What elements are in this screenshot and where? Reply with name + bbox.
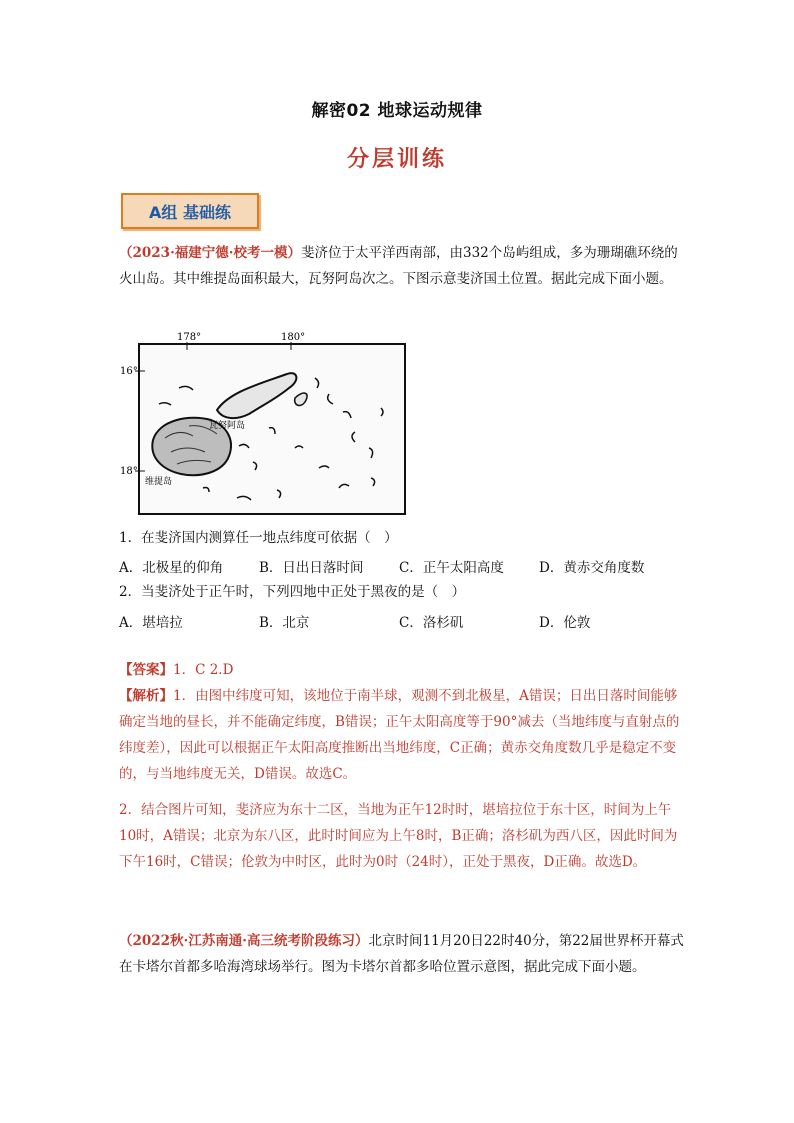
q2-option-b: B．北京 (259, 615, 310, 631)
q1-stem-paragraph (119, 240, 685, 292)
answer-text: 1．C 2.D (173, 662, 234, 678)
q2-stem-paragraph (119, 928, 685, 980)
q1-option-d: D．黄赤交角度数 (539, 560, 645, 576)
fiji-map-figure (119, 328, 409, 518)
group-label: A组 基础练 (149, 202, 231, 222)
analysis-tag: 【解析】 (119, 688, 173, 704)
q1-source: （2023·福建宁德·校考一模） (119, 245, 301, 261)
island-label-viti-levu: 维提岛 (145, 477, 173, 487)
analysis-paragraph-2: 2．结合图片可知，斐济应为东十二区，当地为正午12时时，堪培拉位于东十区，时间为上午10时，A错误；北京为东八区，此时时间应为上午8时，B正确；洛杉矶为西八区，因此时间为下午16时，C错误；伦敦为中时区，此时为0时（24时），正处于黑夜，D正确。故选D。 (119, 802, 678, 870)
answer-line (119, 657, 685, 683)
q2-stem: 北京时间11月20日22时40分，第22届世界杯开幕式在卡塔尔首都多哈海湾球场举行。图为卡塔尔首都多哈位置示意图，据此完成下面小题。 (119, 933, 684, 975)
q1-stem: 斐济位于太平洋西南部，由332个岛屿组成，多为珊瑚礁环绕的火山岛。其中维提岛面积最大，瓦努阿岛次之。下图示意斐济国土位置。据此完成下面小题。 (119, 245, 678, 287)
question-2: 2．当斐济处于正午时，下列四地中正处于黑夜的是（ ） (119, 584, 466, 600)
analysis-1-text: 1．由图中纬度可知，该地位于南半球，观测不到北极星，A错误；日出日落时间能够确定当地的昼长，并不能确定纬度，B错误；正午太阳高度等于90°减去（当地纬度与直射点的纬度差），因此可以根据正午太阳高度推断出当地纬度，C正确；黄赤交角度数几乎是稳定不变的，与当地纬度无关，D错误。故选C。 (119, 688, 680, 782)
question-1-options (119, 556, 679, 576)
page-title: 解密02 地球运动规律 (311, 101, 483, 121)
q2-option-c: C．洛杉矶 (399, 615, 464, 631)
question-1: 1．在斐济国内测算任一地点纬度可依据（ ） (119, 530, 398, 546)
lon-label-178: 178° (177, 332, 202, 343)
answer-tag: 【答案】 (119, 662, 173, 678)
question-2-options (119, 611, 679, 631)
lat-label-16: 16° (120, 366, 138, 377)
q2-option-d: D．伦敦 (539, 615, 591, 631)
section-subtitle: 分层训练 (346, 147, 447, 172)
island-label-vanua-levu: 瓦努阿岛 (209, 421, 246, 431)
q1-option-c: C．正午太阳高度 (399, 560, 504, 576)
lon-label-180: 180° (281, 332, 306, 343)
q2-source: （2022秋·江苏南通·高三统考阶段练习） (119, 933, 369, 949)
q1-option-a: A．北极星的仰角 (119, 560, 224, 576)
group-label-box (121, 193, 259, 229)
q2-option-a: A．堪培拉 (119, 615, 183, 631)
analysis-paragraph-1 (119, 683, 685, 787)
lat-label-18: 18° (120, 466, 138, 477)
q1-option-b: B．日出日落时间 (259, 560, 364, 576)
